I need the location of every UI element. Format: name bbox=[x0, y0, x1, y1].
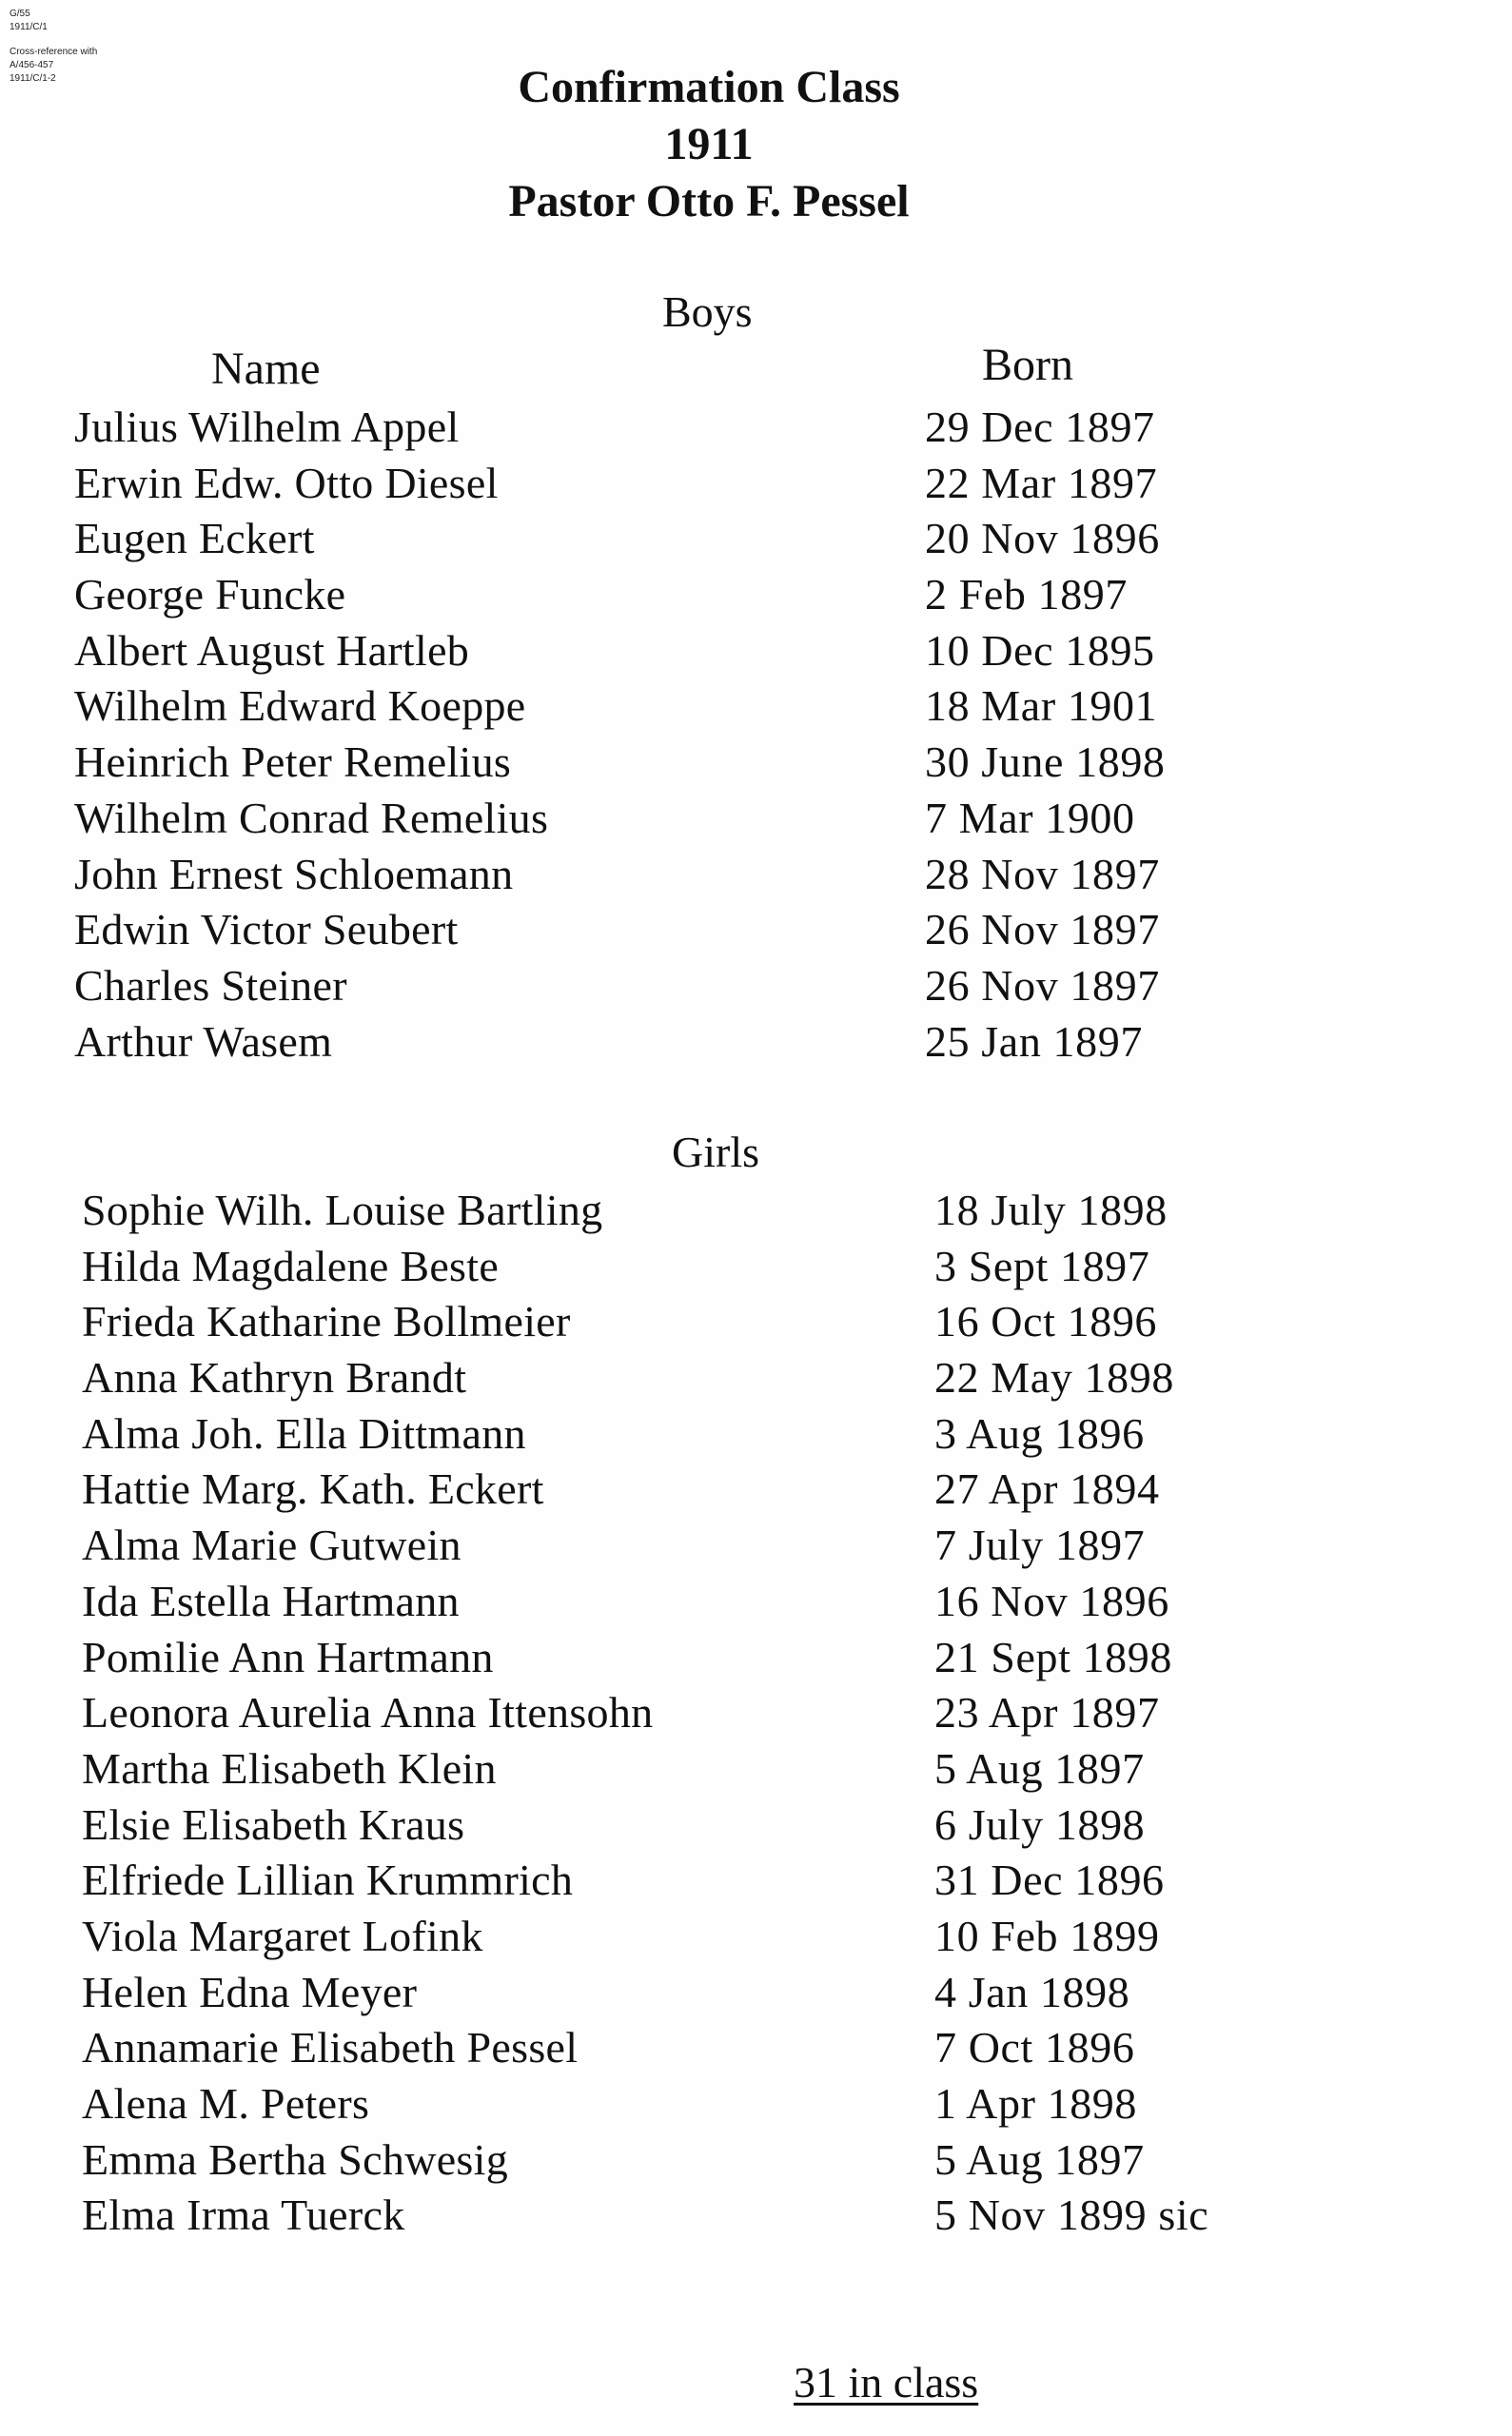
birth-date: 4 Jan 1898 bbox=[934, 1967, 1130, 2016]
girls-heading: Girls bbox=[672, 1128, 759, 1176]
roster-row bbox=[0, 456, 1512, 512]
birth-date: 5 Aug 1897 bbox=[934, 1743, 1145, 1793]
roster-row bbox=[0, 2188, 1512, 2244]
confirmand-name: Edwin Victor Seubert bbox=[74, 905, 459, 954]
roster-row bbox=[0, 1909, 1512, 1965]
confirmand-name: Sophie Wilh. Louise Bartling bbox=[82, 1186, 603, 1234]
confirmand-name: Julius Wilhelm Appel bbox=[74, 403, 460, 451]
birth-date: 16 Nov 1896 bbox=[934, 1576, 1169, 1625]
roster-row bbox=[0, 1350, 1512, 1406]
confirmand-name: George Funcke bbox=[74, 570, 346, 619]
confirmand-name: Alma Joh. Ella Dittmann bbox=[82, 1408, 526, 1458]
confirmand-name: John Ernest Schloemann bbox=[74, 849, 514, 898]
roster-row bbox=[0, 400, 1512, 456]
birth-date: 22 May 1898 bbox=[934, 1353, 1174, 1403]
birth-date: 2 Feb 1897 bbox=[925, 570, 1128, 619]
birth-date: 20 Nov 1896 bbox=[925, 514, 1160, 563]
confirmand-name: Albert August Hartleb bbox=[74, 625, 470, 675]
boys-roster bbox=[0, 400, 1512, 1070]
confirmand-name: Anna Kathryn Brandt bbox=[82, 1353, 467, 1403]
confirmand-name: Frieda Katharine Bollmeier bbox=[82, 1297, 571, 1346]
cross-reference-code-secondary: 1911/C/1-2 bbox=[10, 73, 56, 84]
confirmand-name: Wilhelm Conrad Remelius bbox=[74, 793, 549, 842]
birth-date: 30 June 1898 bbox=[925, 737, 1166, 787]
confirmand-name: Emma Bertha Schwesig bbox=[82, 2134, 509, 2184]
name-column-header: Name bbox=[211, 344, 321, 394]
roster-row bbox=[0, 1294, 1512, 1350]
roster-row bbox=[0, 1462, 1512, 1518]
birth-date: 5 Aug 1897 bbox=[934, 2134, 1145, 2184]
birth-date: 7 July 1897 bbox=[934, 1521, 1146, 1570]
birth-date: 16 Oct 1896 bbox=[934, 1297, 1158, 1346]
girls-roster bbox=[0, 1183, 1512, 2244]
confirmand-name: Pomilie Ann Hartmann bbox=[82, 1632, 494, 1681]
confirmand-name: Helen Edna Meyer bbox=[82, 1967, 418, 2016]
confirmand-name: Erwin Edw. Otto Diesel bbox=[74, 458, 499, 507]
birth-date: 26 Nov 1897 bbox=[925, 960, 1160, 1010]
confirmand-name: Elfriede Lillian Krummrich bbox=[82, 1856, 574, 1905]
birth-date: 22 Mar 1897 bbox=[925, 458, 1158, 507]
ref-code: G/55 bbox=[10, 9, 30, 19]
confirmand-name: Charles Steiner bbox=[74, 960, 347, 1010]
confirmand-name: Hattie Marg. Kath. Eckert bbox=[82, 1464, 544, 1514]
pastor-name: Pastor Otto F. Pessel bbox=[508, 176, 910, 226]
birth-date: 7 Oct 1896 bbox=[934, 2023, 1135, 2073]
confirmand-name: Alena M. Peters bbox=[82, 2079, 370, 2128]
roster-row bbox=[0, 1685, 1512, 1741]
born-column-header: Born bbox=[982, 340, 1073, 390]
roster-row bbox=[0, 1574, 1512, 1630]
birth-date: 5 Nov 1899 sic bbox=[934, 2190, 1209, 2240]
birth-date: 10 Feb 1899 bbox=[934, 1911, 1160, 1960]
roster-row bbox=[0, 678, 1512, 735]
confirmand-name: Ida Estella Hartmann bbox=[82, 1576, 460, 1625]
confirmand-name: Martha Elisabeth Klein bbox=[82, 1743, 497, 1793]
birth-date: 29 Dec 1897 bbox=[925, 403, 1155, 451]
roster-row bbox=[0, 2076, 1512, 2132]
roster-row bbox=[0, 1518, 1512, 1574]
roster-row bbox=[0, 1965, 1512, 2021]
roster-row bbox=[0, 567, 1512, 623]
roster-row bbox=[0, 735, 1512, 791]
roster-row bbox=[0, 1014, 1512, 1071]
confirmand-name: Leonora Aurelia Anna Ittensohn bbox=[82, 1688, 654, 1738]
roster-row bbox=[0, 958, 1512, 1014]
confirmand-name: Alma Marie Gutwein bbox=[82, 1521, 461, 1570]
roster-row bbox=[0, 1239, 1512, 1295]
boys-heading: Boys bbox=[662, 287, 753, 336]
birth-date: 3 Aug 1896 bbox=[934, 1408, 1145, 1458]
roster-row bbox=[0, 791, 1512, 847]
document-year: 1911 bbox=[664, 119, 754, 169]
confirmand-name: Wilhelm Edward Koeppe bbox=[74, 681, 526, 731]
roster-row bbox=[0, 847, 1512, 903]
birth-date: 27 Apr 1894 bbox=[934, 1464, 1160, 1514]
birth-date: 26 Nov 1897 bbox=[925, 905, 1160, 954]
roster-row bbox=[0, 2132, 1512, 2189]
birth-date: 31 Dec 1896 bbox=[934, 1856, 1165, 1905]
birth-date: 23 Apr 1897 bbox=[934, 1688, 1160, 1738]
confirmand-name: Viola Margaret Lofink bbox=[82, 1911, 483, 1960]
confirmand-name: Hilda Magdalene Beste bbox=[82, 1241, 500, 1290]
birth-date: 10 Dec 1895 bbox=[925, 625, 1155, 675]
confirmand-name: Elsie Elisabeth Kraus bbox=[82, 1799, 465, 1849]
document-header bbox=[0, 59, 1418, 230]
roster-row bbox=[0, 1630, 1512, 1686]
birth-date: 1 Apr 1898 bbox=[934, 2079, 1137, 2128]
confirmand-name: Eugen Eckert bbox=[74, 514, 315, 563]
roster-row bbox=[0, 902, 1512, 958]
birth-date: 28 Nov 1897 bbox=[925, 849, 1160, 898]
roster-row bbox=[0, 1183, 1512, 1239]
roster-row bbox=[0, 1853, 1512, 1909]
birth-date: 18 Mar 1901 bbox=[925, 681, 1158, 731]
birth-date: 18 July 1898 bbox=[934, 1186, 1168, 1234]
roster-row bbox=[0, 1798, 1512, 1854]
roster-row bbox=[0, 1406, 1512, 1463]
class-count: 31 in class bbox=[794, 2358, 979, 2407]
confirmand-name: Elma Irma Tuerck bbox=[82, 2190, 405, 2240]
confirmand-name: Heinrich Peter Remelius bbox=[74, 737, 512, 787]
confirmand-name: Annamarie Elisabeth Pessel bbox=[82, 2023, 579, 2073]
cross-reference-label: Cross-reference with bbox=[10, 47, 98, 57]
birth-date: 3 Sept 1897 bbox=[934, 1241, 1150, 1290]
document-title: Confirmation Class bbox=[518, 62, 900, 112]
cross-reference-code: A/456-457 bbox=[10, 60, 54, 70]
roster-row bbox=[0, 1741, 1512, 1798]
roster-row bbox=[0, 511, 1512, 567]
birth-date: 21 Sept 1898 bbox=[934, 1632, 1172, 1681]
ref-code-secondary: 1911/C/1 bbox=[10, 22, 48, 32]
birth-date: 25 Jan 1897 bbox=[925, 1016, 1143, 1066]
confirmand-name: Arthur Wasem bbox=[74, 1016, 333, 1066]
roster-row bbox=[0, 623, 1512, 679]
birth-date: 6 July 1898 bbox=[934, 1799, 1146, 1849]
roster-row bbox=[0, 2020, 1512, 2076]
birth-date: 7 Mar 1900 bbox=[925, 793, 1135, 842]
